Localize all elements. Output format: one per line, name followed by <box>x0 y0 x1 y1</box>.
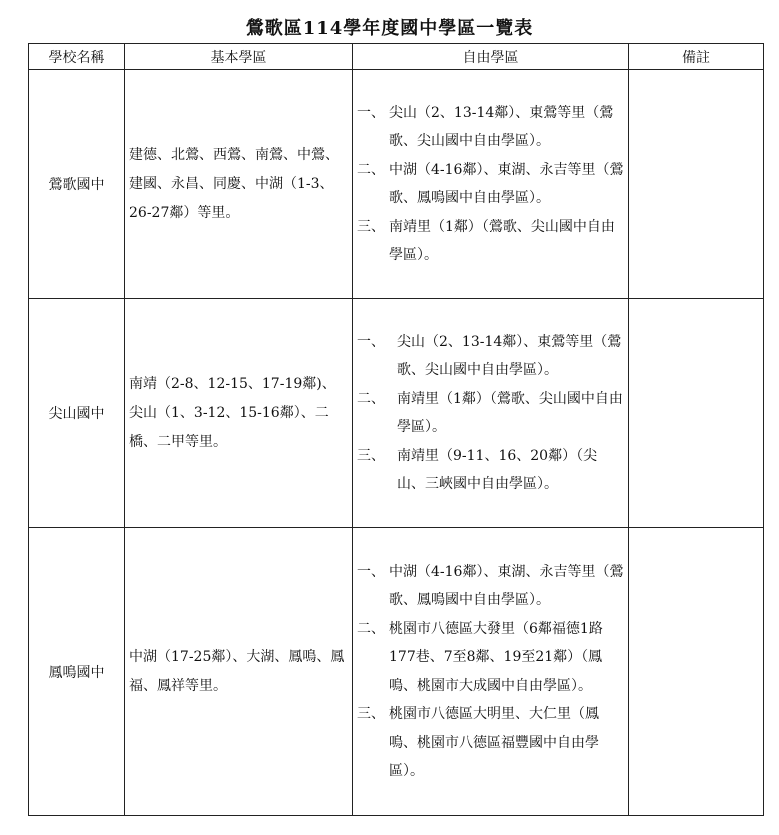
free-zone <box>353 299 629 528</box>
item-number: 二、 <box>357 390 385 407</box>
item-number: 二、 <box>357 620 385 637</box>
basic-zone: 建德、北鶯、西鶯、南鶯、中鶯、建國、永昌、同慶、中湖（1-3、26-27鄰）等里。 <box>125 70 353 299</box>
free-zone-item <box>357 213 624 270</box>
item-text: 桃園市八德區大發里（6鄰福德1路177巷、7至8鄰、19至21鄰）（鳳鳴、桃園市大成國中自由學區）。 <box>389 620 603 694</box>
table-row <box>29 528 764 816</box>
school-name: 尖山國中 <box>29 299 125 528</box>
item-text: 桃園市八德區大明里、大仁里（鳳鳴、桃園市八德區福豐國中自由學區）。 <box>389 706 599 779</box>
table-row <box>29 299 764 528</box>
note-cell <box>629 528 764 816</box>
header-school: 學校名稱 <box>29 44 125 70</box>
item-text: 南靖里（1鄰）（鶯歌、尖山國中自由學區）。 <box>389 218 615 263</box>
header-free-zone: 自由學區 <box>353 44 629 70</box>
header-note: 備註 <box>629 44 764 70</box>
school-name: 鳳鳴國中 <box>29 528 125 816</box>
free-zone-item <box>357 99 624 156</box>
item-number: 三、 <box>357 447 385 464</box>
note-cell <box>629 299 764 528</box>
free-zone-item <box>357 328 624 385</box>
item-number: 一、 <box>357 104 385 121</box>
basic-zone: 中湖（17-25鄰）、大湖、鳳鳴、鳳福、鳳祥等里。 <box>125 528 353 816</box>
item-number: 一、 <box>357 563 385 580</box>
item-text: 中湖（4-16鄰）、東湖、永吉等里（鶯歌、鳳鳴國中自由學區）。 <box>389 563 624 608</box>
free-zone-item <box>357 558 624 615</box>
free-zone <box>353 70 629 299</box>
item-number: 二、 <box>357 161 385 178</box>
item-number: 三、 <box>357 706 385 722</box>
free-zone <box>353 528 629 816</box>
free-zone-item <box>357 156 624 213</box>
item-text: 尖山（2、13-14鄰）、東鶯等里（鶯歌、尖山國中自由學區）。 <box>397 333 622 378</box>
note-cell <box>629 70 764 299</box>
school-name: 鶯歌國中 <box>29 70 125 299</box>
item-text: 尖山（2、13-14鄰）、東鶯等里（鶯歌、尖山國中自由學區）。 <box>389 104 614 149</box>
item-text: 南靖里（9-11、16、20鄰）（尖山、三峽國中自由學區）。 <box>397 447 598 492</box>
free-zone-item <box>357 385 624 442</box>
item-text: 中湖（4-16鄰）、東湖、永吉等里（鶯歌、鳳鳴國中自由學區）。 <box>389 161 624 206</box>
item-number: 一、 <box>357 333 385 350</box>
basic-zone: 南靖（2-8、12-15、17-19鄰)、尖山（1、3-12、15-16鄰）、二橋、二甲等里。 <box>125 299 353 528</box>
item-number: 三、 <box>357 218 385 235</box>
free-zone-item <box>357 442 624 499</box>
free-zone-item <box>357 700 624 786</box>
table-row <box>29 70 764 299</box>
item-text: 南靖里（1鄰）（鶯歌、尖山國中自由學區）。 <box>397 390 623 435</box>
page-title: 鶯歌區114學年度國中學區一覽表 <box>245 18 534 39</box>
header-basic-zone: 基本學區 <box>125 44 353 70</box>
header-row <box>29 44 764 70</box>
free-zone-item <box>357 615 624 701</box>
school-district-table <box>28 43 764 816</box>
